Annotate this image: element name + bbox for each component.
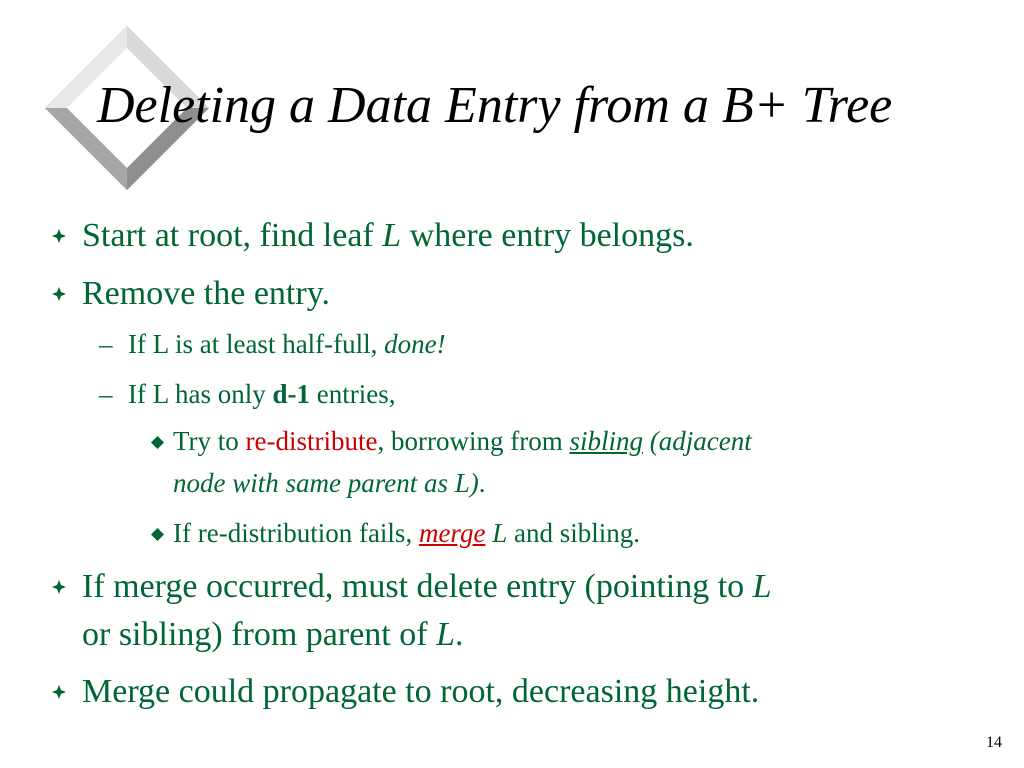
- sub-sub-bullet-redistribute: Try to re-distribute, borrowing from sibling (adjacent: [173, 426, 752, 456]
- dash-marker: –: [99, 379, 113, 409]
- bullet-marker-icon: [52, 685, 66, 704]
- sub-bullet-diamond-icon: [151, 528, 164, 546]
- bullet-merge-occurred-line2: or sibling) from parent of L.: [82, 616, 464, 653]
- bullet-remove-entry: Remove the entry.: [82, 275, 330, 312]
- sub-bullet-diamond-icon: [151, 436, 164, 454]
- sub-bullet-d-minus-1: If L has only d-1 entries,: [128, 379, 396, 409]
- bullet-merge-occurred: If merge occurred, must delete entry (pointing to L: [82, 568, 772, 605]
- dash-marker: –: [99, 329, 113, 359]
- bullet-marker-icon: [52, 580, 66, 599]
- bullet-marker-icon: [52, 287, 66, 306]
- slide-title: Deleting a Data Entry from a B+ Tree: [97, 77, 893, 134]
- sub-sub-bullet-merge: If re-distribution fails, merge L and sibling.: [173, 518, 640, 548]
- sub-sub-bullet-redistribute-line2: node with same parent as L).: [173, 468, 486, 498]
- sub-bullet-half-full: If L is at least half-full, done!: [128, 329, 446, 359]
- bullet-start-at-root: Start at root, find leaf L where entry belongs.: [82, 217, 694, 254]
- bullet-marker-icon: [52, 229, 66, 248]
- bullet-propagate: Merge could propagate to root, decreasing height.: [82, 673, 760, 710]
- page-number: 14: [986, 734, 1002, 751]
